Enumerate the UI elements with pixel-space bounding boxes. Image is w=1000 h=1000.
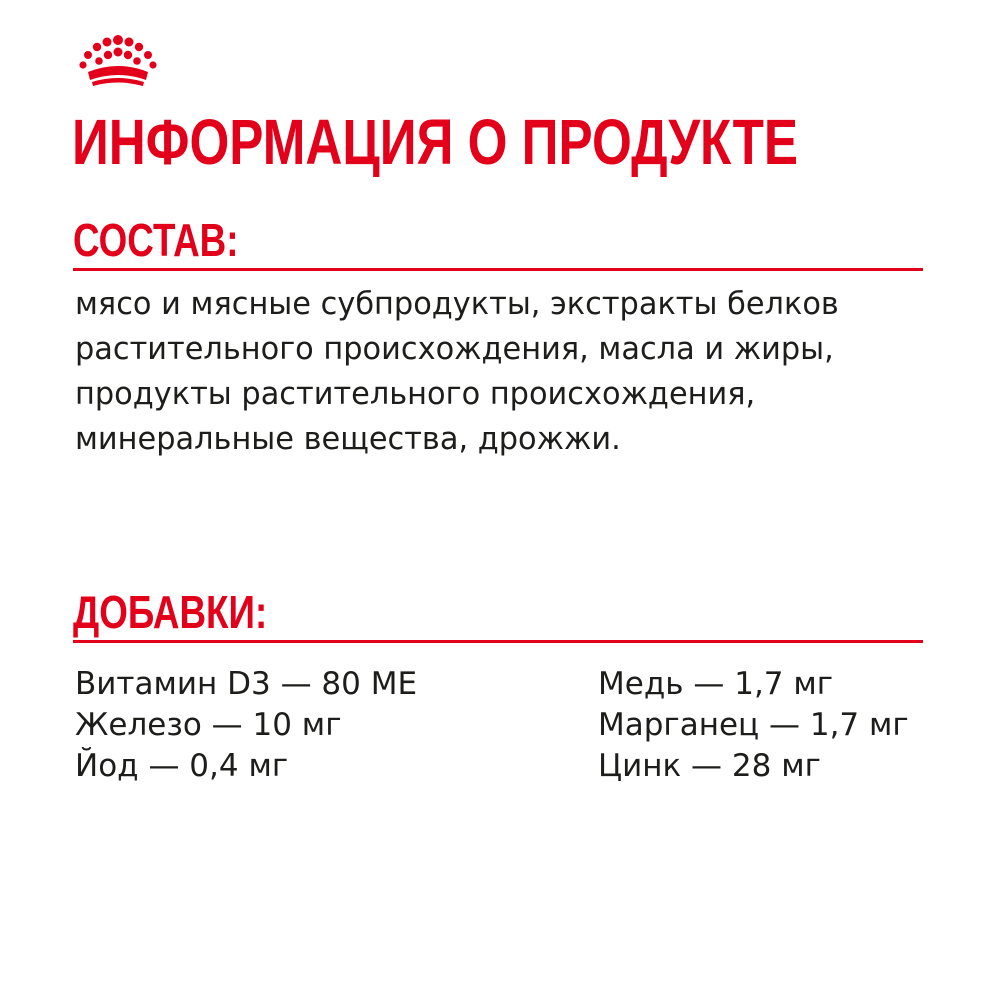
additive-item-iodine: Йод — 0,4 мг xyxy=(75,748,289,784)
additives-heading: ДОБАВКИ: xyxy=(73,586,268,638)
crown-icon xyxy=(78,34,158,88)
additives-list-right xyxy=(598,664,909,787)
divider xyxy=(73,268,923,271)
additive-item-zinc: Цинк — 28 мг xyxy=(598,748,821,784)
page-title: ИНФОРМАЦИЯ О ПРОДУКТЕ xyxy=(72,106,798,178)
additive-item-manganese: Марганец — 1,7 мг xyxy=(598,707,909,743)
divider xyxy=(73,640,923,643)
composition-heading: СОСТАВ: xyxy=(73,214,239,266)
additive-item-vitamin-d3: Витамин D3 — 80 МЕ xyxy=(75,666,418,702)
additive-item-copper: Медь — 1,7 мг xyxy=(598,666,834,702)
composition-text: мясо и мясные субпродукты, экстракты белков растительного происхождения, масла и жиры, продукты растительного происхождения, минеральные вещества, дрожжи. xyxy=(75,286,839,457)
additive-item-iron: Железо — 10 мг xyxy=(75,707,342,743)
additives-list-left xyxy=(75,664,417,787)
